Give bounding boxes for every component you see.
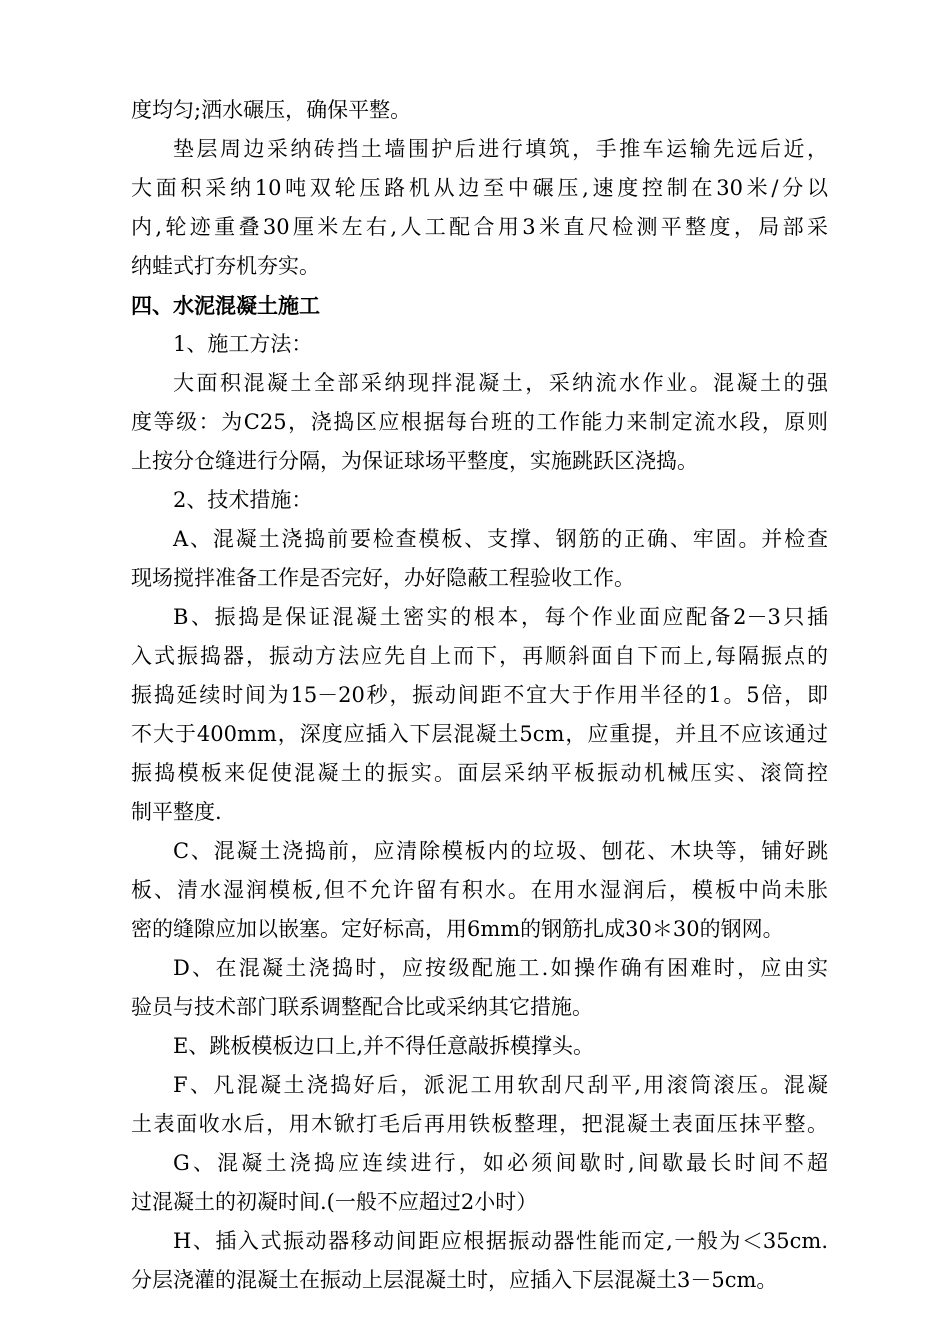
paragraph-first-line: D、在混凝土浇捣时，应按级配施工.如操作确有困难时，应由实 (173, 956, 828, 980)
subheading: 2、技术措施： (173, 488, 313, 512)
paragraph-first-line: B、振捣是保证混凝土密实的根本，每个作业面应配备2－3只插 (173, 605, 828, 629)
paragraph-first-line: E、跳板模板边口上,并不得任意敲拆模撑头。 (173, 1034, 595, 1058)
text-line: 内,轮迹重叠30厘米左右,人工配合用3米直尺检测平整度，局部采 (131, 215, 828, 239)
paragraph-first-line: 垫层周边采纳砖挡土墙围护后进行填筑，手推车运输先远后近， (173, 137, 828, 161)
text-line: 验员与技术部门联系调整配合比或采纳其它措施。 (131, 995, 593, 1019)
paragraph-first-line: F、凡混凝土浇捣好后，派泥工用软刮尺刮平,用滚筒滚压。混凝 (173, 1073, 828, 1097)
text-line: 纳蛙式打夯机夯实。 (131, 254, 320, 278)
paragraph-first-line: A、混凝土浇捣前要检查模板、支撑、钢筋的正确、牢固。并检查 (173, 527, 828, 551)
text-line: 现场搅拌准备工作是否完好，办好隐蔽工程验收工作。 (131, 566, 635, 590)
paragraph-first-line: G、混凝土浇捣应连续进行，如必须间歇时,间歇最长时间不超 (173, 1151, 828, 1175)
text-line: 振捣模板来促使混凝土的振实。面层采纳平板振动机械压实、滚筒控 (131, 761, 828, 785)
text-line: 板、清水湿润模板,但不允许留有积水。在用水湿润后，模板中尚未胀 (131, 878, 828, 902)
subheading: 1、施工方法： (173, 332, 313, 356)
text-line: 度等级：为C25，浇捣区应根据每台班的工作能力来制定流水段，原则 (131, 410, 828, 434)
paragraph-first-line: H、插入式振动器移动间距应根据振动器性能而定,一般为＜35cm. (173, 1229, 828, 1253)
text-line: 度均匀;洒水碾压，确保平整。 (131, 98, 412, 122)
text-line: 分层浇灌的混凝土在振动上层混凝土时，应插入下层混凝土3－5cm。 (131, 1268, 778, 1292)
text-line: 入式振捣器，振动方法应先自上而下，再顺斜面自下而上,每隔振点的 (131, 644, 828, 668)
text-line: 大面积采纳10吨双轮压路机从边至中碾压,速度控制在30米/分以 (131, 176, 828, 200)
text-line: 密的缝隙应加以嵌塞。定好标高，用6mm的钢筋扎成30＊30的钢网。 (131, 917, 784, 941)
section-heading: 四、水泥混凝土施工 (131, 293, 320, 318)
paragraph-first-line: 大面积混凝土全部采纳现拌混凝土，采纳流水作业。混凝土的强 (173, 371, 828, 395)
text-line: 制平整度. (131, 800, 222, 824)
paragraph-first-line: C、混凝土浇捣前，应清除模板内的垃圾、刨花、木块等，铺好跳 (173, 839, 828, 863)
text-line: 不大于400mm，深度应插入下层混凝土5cm，应重提，并且不应该通过 (131, 722, 828, 746)
text-line: 振捣延续时间为15－20秒，振动间距不宜大于作用半径的1。5倍，即 (131, 683, 828, 707)
text-line: 土表面收水后，用木锨打毛后再用铁板整理，把混凝土表面压抹平整。 (131, 1112, 828, 1136)
text-line: 上按分仓缝进行分隔，为保证球场平整度，实施跳跃区浇捣。 (131, 449, 698, 473)
text-line: 过混凝土的初凝时间.(一般不应超过2小时） (131, 1190, 538, 1214)
